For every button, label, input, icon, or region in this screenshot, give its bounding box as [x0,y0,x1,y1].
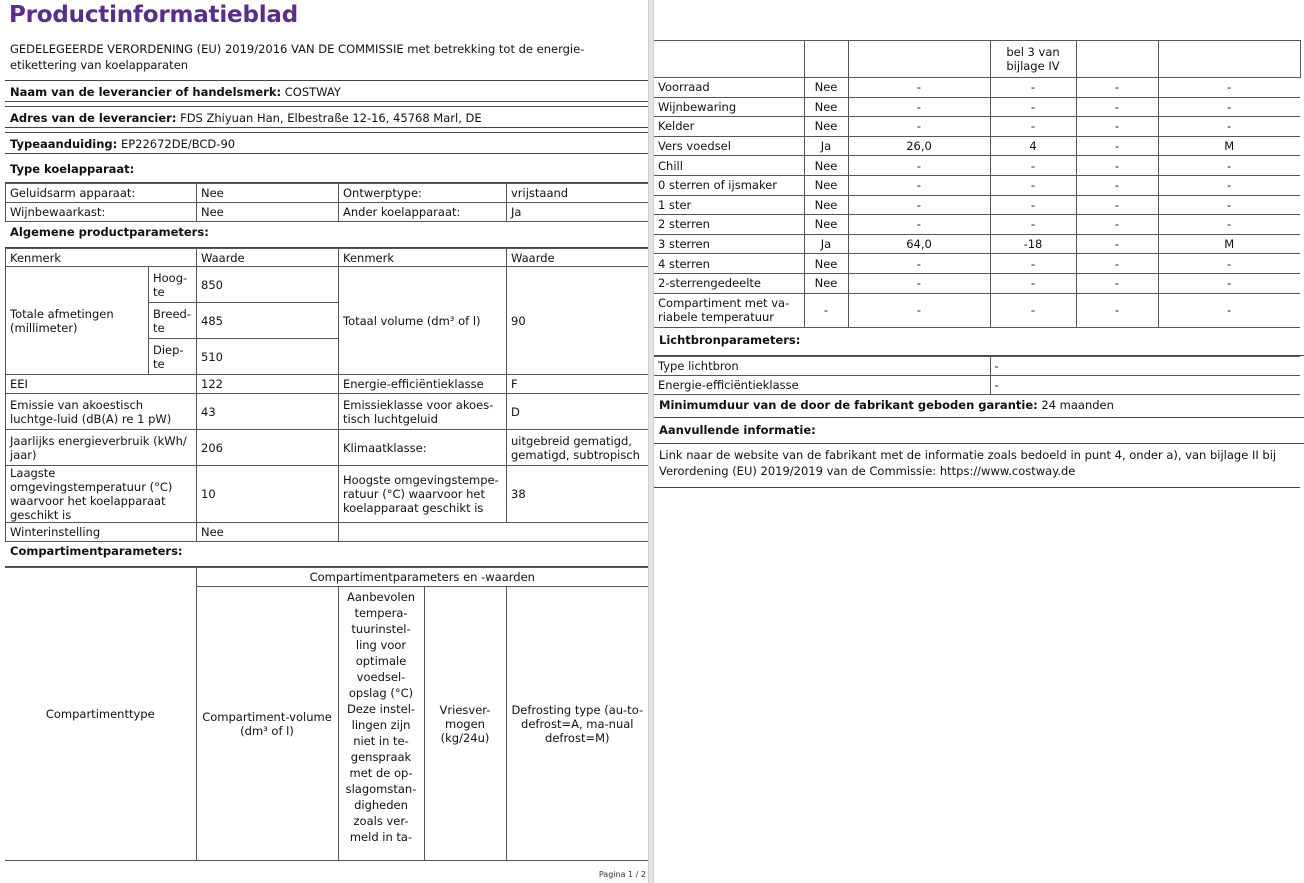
depth-label: Diep-te [149,339,197,375]
compartment-present: Ja [804,136,848,156]
model-label: Typeaanduiding: [10,137,118,151]
document-title: Productinformatieblad [9,2,298,28]
energy-class-value: F [507,375,649,394]
compartment-defrost: M [1158,234,1300,254]
col-compartment-type: Compartimenttype [5,568,196,861]
compartment-freeze: - [1076,97,1158,117]
compartment-name: Voorraad [654,78,804,98]
noise-label: Emissie van akoestisch luchtge-luid (dB(A) re 1 pW) [6,394,197,430]
compartment-volume: - [848,195,990,215]
compartment-volume: - [848,156,990,176]
compartment-name: 4 sterren [654,254,804,274]
energy-class-label: Energie-efficiëntieklasse [339,375,507,394]
compartment-temp: - [990,273,1076,293]
light-table [654,356,1300,395]
max-temp-value: 38 [507,466,649,523]
compartment-row [654,78,1300,98]
width-label: Breed-te [149,303,197,339]
light-class-label: Energie-efficiëntieklasse [654,376,990,395]
compartment-defrost: - [1158,97,1300,117]
compartment-freeze: - [1076,273,1158,293]
col-recommended-temp: Aanbevolen tempera-tuurinstel-ling voor optimale voedsel-opslag (°C) Deze instel-lingen zijn niet in te-genspraak met de op-slagomstan-digheden zoals ver-meld in ta- [338,587,424,861]
volume-value: 90 [507,267,649,375]
general-table [5,248,648,542]
compartment-present: Nee [804,117,848,137]
compartment-present: Nee [804,254,848,274]
compartment-present: Nee [804,156,848,176]
col-waarde: Waarde [507,249,649,267]
compartment-volume: - [848,254,990,274]
address-row [5,106,648,128]
supplier-label: Naam van de leverancier of handelsmerk: [10,85,282,99]
winter-value: Nee [197,523,339,542]
compartment-volume: - [848,293,990,327]
compartment-present: - [804,293,848,327]
compartment-present: Nee [804,97,848,117]
type-value: Ja [507,203,649,222]
type-row [6,184,649,203]
compartment-volume: - [848,175,990,195]
compartment-row [654,293,1300,327]
compartment-defrost: - [1158,273,1300,293]
compartment-name: 0 sterren of ijsmaker [654,175,804,195]
compartment-temp: - [990,195,1076,215]
dimensions-label: Totale afmetingen (millimeter) [6,267,149,375]
type-value: vrijstaand [507,184,649,203]
compartment-row [654,175,1300,195]
type-value: Nee [197,203,339,222]
compartment-name: 2-sterrengedeelte [654,273,804,293]
light-class-value: - [990,376,1300,395]
compartment-row [654,215,1300,235]
compartment-temp: - [990,117,1076,137]
compartment-group-header: Compartimentparameters en -waarden [196,568,648,587]
compartment-volume: - [848,215,990,235]
compartment-freeze: - [1076,175,1158,195]
compartment-name: Compartiment met va-riabele temperatuur [654,293,804,327]
type-key: Wijnbewaarkast: [6,203,197,222]
height-label: Hoog-te [149,267,197,303]
document-page-2 [654,0,1304,883]
light-type-value: - [990,357,1300,376]
compartment-temp: -18 [990,234,1076,254]
compartment-name: Kelder [654,117,804,137]
compartment-defrost: M [1158,136,1300,156]
address-label: Adres van de leverancier: [10,111,177,125]
compartment-header-continued [654,41,1300,78]
light-type-label: Type lichtbron [654,357,990,376]
compartment-defrost: - [1158,156,1300,176]
type-heading: Type koelapparaat: [5,158,648,183]
warranty-row [654,394,1304,418]
compartment-freeze: - [1076,156,1158,176]
compartment-freeze: - [1076,78,1158,98]
model-value: EP22672DE/BCD-90 [120,137,236,151]
supplier-row [5,80,648,102]
compartment-heading: Compartimentparameters: [5,541,648,567]
address-value: FDS Zhiyuan Han, Elbestraße 12-16, 45768 Marl, DE [180,111,482,125]
compartment-defrost: - [1158,175,1300,195]
height-value: 850 [197,267,339,303]
compartment-temp: - [990,254,1076,274]
compartment-volume: 64,0 [848,234,990,254]
compartment-volume: 26,0 [848,136,990,156]
energy-consumption-value: 206 [197,430,339,466]
compartment-present: Nee [804,215,848,235]
min-temp-value: 10 [197,466,339,523]
warranty-label: Minimumduur van de door de fabrikant geboden garantie: [659,398,1038,412]
compartment-freeze: - [1076,254,1158,274]
compartment-name: Wijnbewaring [654,97,804,117]
compartment-volume: - [848,117,990,137]
compartment-present: Nee [804,273,848,293]
depth-value: 510 [197,339,339,375]
compartment-temp: - [990,156,1076,176]
compartment-volume: - [848,273,990,293]
compartment-temp: - [990,97,1076,117]
compartment-name: 2 sterren [654,215,804,235]
compartment-defrost: - [1158,78,1300,98]
compartment-freeze: - [1076,117,1158,137]
compartment-row [654,97,1300,117]
min-temp-label: Laagste omgevingstemperatuur (°C) waarvoor het koelapparaat geschikt is [6,466,197,523]
compartment-row [654,254,1300,274]
col-recommended-temp-cont: bel 3 van bijlage IV [990,41,1076,78]
compartment-present: Nee [804,195,848,215]
compartment-temp: - [990,293,1076,327]
type-key: Ander koelapparaat: [339,203,507,222]
compartment-row [654,117,1300,137]
compartment-freeze: - [1076,136,1158,156]
compartment-defrost: - [1158,215,1300,235]
compartment-present: Nee [804,78,848,98]
compartment-table [654,40,1301,328]
compartment-header-table [5,567,648,861]
light-heading: Lichtbronparameters: [654,330,1304,356]
col-defrost-type: Defrosting type (au-to-defrost=A, ma-nual defrost=M) [506,587,648,861]
compartment-row [654,273,1300,293]
eei-value: 122 [197,375,339,394]
page-number: Pagina 1 / 2 [598,870,646,879]
model-row [5,132,648,154]
energy-consumption-label: Jaarlijks energieverbruik (kWh/ jaar) [6,430,197,466]
type-row [6,203,649,222]
supplier-value: COSTWAY [284,85,341,99]
compartment-freeze: - [1076,234,1158,254]
type-key: Geluidsarm apparaat: [6,184,197,203]
extra-heading: Aanvullende informatie: [654,418,1304,444]
compartment-freeze: - [1076,293,1158,327]
general-header-row [6,249,649,267]
compartment-defrost: - [1158,117,1300,137]
type-key: Ontwerptype: [339,184,507,203]
max-temp-label: Hoogste omgevingstempe-ratuur (°C) waarvoor het koelapparaat geschikt is [339,466,507,523]
compartment-present: Nee [804,175,848,195]
compartment-volume: - [848,78,990,98]
volume-label: Totaal volume (dm³ of l) [339,267,507,375]
compartment-row [654,195,1300,215]
compartment-name: Chill [654,156,804,176]
compartment-name: 1 ster [654,195,804,215]
compartment-volume: - [848,97,990,117]
compartment-row [654,156,1300,176]
noise-value: 43 [197,394,339,430]
extra-info: Link naar de website van de fabrikant met de informatie zoals bedoeld in punt 4, onder a), van bijlage II bij Verordening (EU) 2019/2019 van de Commissie: https://www.costway.de [654,444,1300,488]
compartment-temp: 4 [990,136,1076,156]
type-table [5,183,648,222]
winter-label: Winterinstelling [6,523,197,542]
compartment-temp: - [990,215,1076,235]
document-page-1 [0,0,648,883]
climate-value: uitgebreid gematigd, gematigd, subtropisch [507,430,649,466]
noise-class-label: Emissieklasse voor akoes-tisch luchtgeluid [339,394,507,430]
compartment-freeze: - [1076,195,1158,215]
general-heading: Algemene productparameters: [5,222,648,248]
compartment-row [654,136,1300,156]
compartment-defrost: - [1158,195,1300,215]
compartment-defrost: - [1158,293,1300,327]
compartment-defrost: - [1158,254,1300,274]
type-value: Nee [197,184,339,203]
col-kenmerk: Kenmerk [6,249,197,267]
compartment-freeze: - [1076,215,1158,235]
warranty-value: 24 maanden [1041,398,1114,412]
climate-label: Klimaatklasse: [339,430,507,466]
eei-label: EEI [6,375,197,394]
compartment-row [654,234,1300,254]
col-freezing-capacity: Vriesver-mogen (kg/24u) [424,587,506,861]
noise-class-value: D [507,394,649,430]
compartment-name: 3 sterren [654,234,804,254]
compartment-name: Vers voedsel [654,136,804,156]
col-kenmerk: Kenmerk [339,249,507,267]
col-waarde: Waarde [197,249,339,267]
compartment-temp: - [990,78,1076,98]
col-compartment-volume: Compartiment-volume (dm³ of l) [196,587,338,861]
width-value: 485 [197,303,339,339]
compartment-present: Ja [804,234,848,254]
compartment-temp: - [990,175,1076,195]
regulation-intro: GEDELEGEERDE VERORDENING (EU) 2019/2016 VAN DE COMMISSIE met betrekking tot de energie-etikettering van koelapparaten [10,42,585,72]
